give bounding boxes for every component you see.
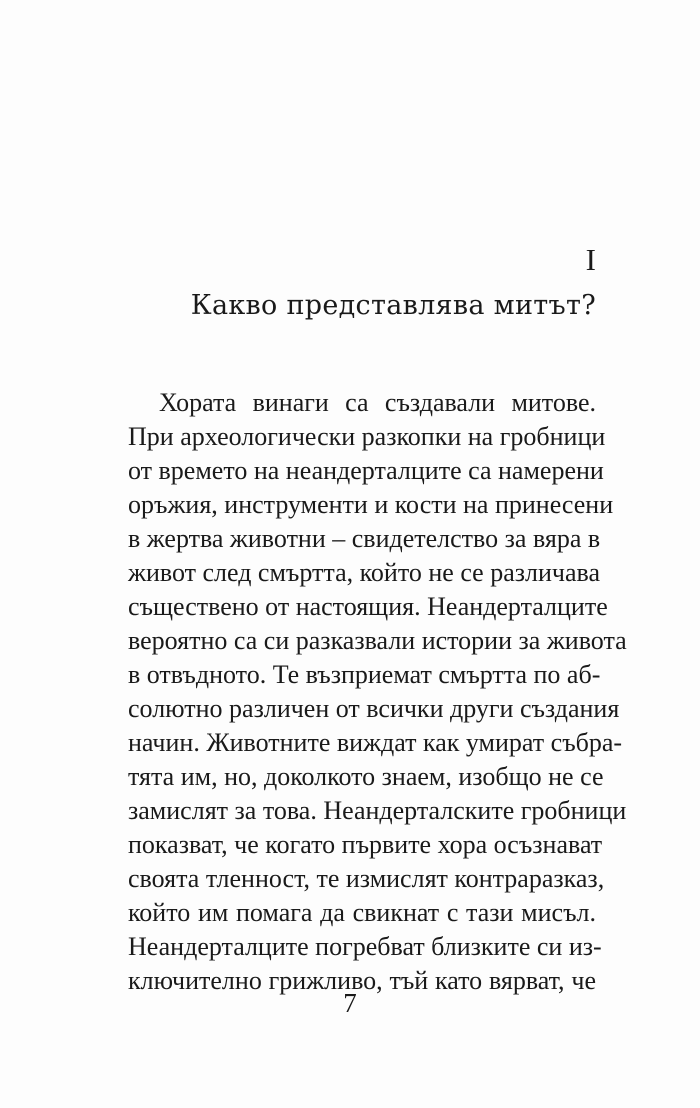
text-line: При археологически разкопки на гробници — [128, 422, 606, 451]
text-line: ключително грижливо, тъй като вярват, че — [128, 966, 596, 995]
chapter-number: I — [585, 242, 596, 277]
text-line: в отвъдното. Те възприемат смъртта по аб- — [128, 660, 601, 689]
text-line: живот след смъртта, който не се различава — [128, 558, 600, 587]
text-line: в жертва животни – свидетелство за вяра в — [128, 524, 601, 553]
chapter-title: Какво представлява митът? — [190, 290, 596, 321]
body-text — [128, 386, 627, 998]
text-line: Хората винаги са създавали митове. — [159, 388, 596, 417]
text-line: начин. Животните виждат как умират събра- — [128, 728, 623, 757]
text-line: своята тленност, те измислят контраразказ, — [128, 864, 605, 893]
text-line: съществено от настоящия. Неандерталците — [128, 592, 608, 621]
text-line: оръжия, инструменти и кости на принесени — [128, 490, 614, 519]
text-line: вероятно са си разказвали истории за живота — [128, 626, 627, 655]
page-number: 7 — [343, 988, 357, 1018]
text-line: който им помага да свикнат с тази мисъл. — [128, 898, 596, 927]
text-line: от времето на неандерталците са намерени — [128, 456, 604, 485]
text-line: Неандерталците погребват близките си из- — [128, 932, 602, 961]
text-line: показват, че когато първите хора осъзнават — [128, 830, 603, 859]
text-line: тята им, но, доколкото знаем, изобщо не се — [128, 762, 604, 791]
text-line: замислят за това. Неандерталските гробници — [128, 796, 627, 825]
text-line: солютно различен от всички други създания — [128, 694, 620, 723]
